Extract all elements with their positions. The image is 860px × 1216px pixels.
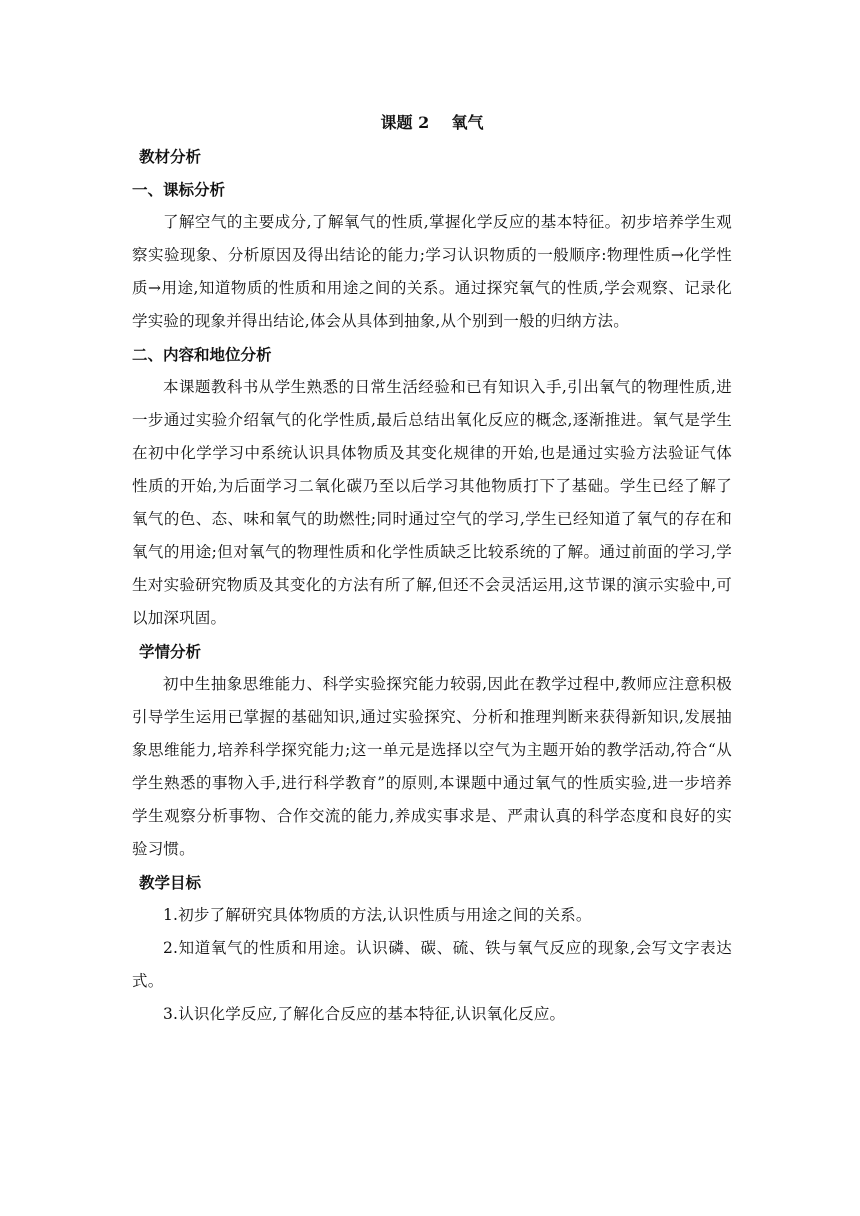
teaching-goal-item: 3.认识化学反应,了解化合反应的基本特征,认识氧化反应。 (163, 1005, 566, 1023)
paragraph-content-position-analysis: 本课题教科书从学生熟悉的日常生活经验和已有知识入手,引出氧气的物理性质,进一步通过实验介绍氧气的化学性质,最后总结出氧化反应的概念,逐渐推进。氧气是学生在初中化学学习中系统认识具体物质及其变化规律的开始,也是通过实验方法验证气体性质的开始,为后面学习二氧化碳乃至以后学习其他物质打下了基础。学生已经了解了氧气的色、态、味和氧气的助燃性;同时通过空气的学习,学生已经知道了氧气的存在和氧气的用途;但对氧气的物理性质和化学性质缺乏比较系统的了解。通过前面的学习,学生对实验研究物质及其变化的方法有所了解,但还不会灵活运用,这节课的演示实验中,可以加深巩固。 (132, 378, 732, 627)
heading-content-position-analysis: 二、内容和地位分析 (132, 345, 272, 364)
paragraph-curriculum-analysis: 了解空气的主要成分,了解氧气的性质,掌握化学反应的基本特征。初步培养学生观察实验现象、分析原因及得出结论的能力;学习认识物质的一般顺序:物理性质→化学性质→用途,知道物质的性质和用途之间的关系。通过探究氧气的性质,学会观察、记录化学实验的现象并得出结论,体会从具体到抽象,从个别到一般的归纳方法。 (132, 213, 732, 330)
heading-curriculum-analysis: 一、课标分析 (132, 180, 226, 199)
teaching-goal-item: 1.初步了解研究具体物质的方法,认识性质与用途之间的关系。 (163, 906, 592, 924)
paragraph-student-analysis: 初中生抽象思维能力、科学实验探究能力较弱,因此在教学过程中,教师应注意积极引导学生运用已掌握的基础知识,通过实验探究、分析和推理判断来获得新知识,发展抽象思维能力,培养科学探究能力;这一单元是选择以空气为主题开始的教学活动,符合“从学生熟悉的事物入手,进行科学教育”的原则,本课题中通过氧气的性质实验,进一步培养学生观察分析事物、合作交流的能力,养成实事求是、严肃认真的科学态度和良好的实验习惯。 (132, 675, 732, 858)
heading-textbook-analysis: 教材分析 (139, 147, 202, 166)
heading-teaching-goals: 教学目标 (139, 873, 202, 892)
teaching-goal-item: 2.知道氧气的性质和用途。认识磷、碳、硫、铁与氧气反应的现象,会写文字表达式。 (132, 939, 732, 990)
document-title: 课题 2 氧气 (380, 113, 484, 132)
document-page (132, 108, 732, 1031)
heading-student-analysis: 学情分析 (139, 642, 202, 661)
